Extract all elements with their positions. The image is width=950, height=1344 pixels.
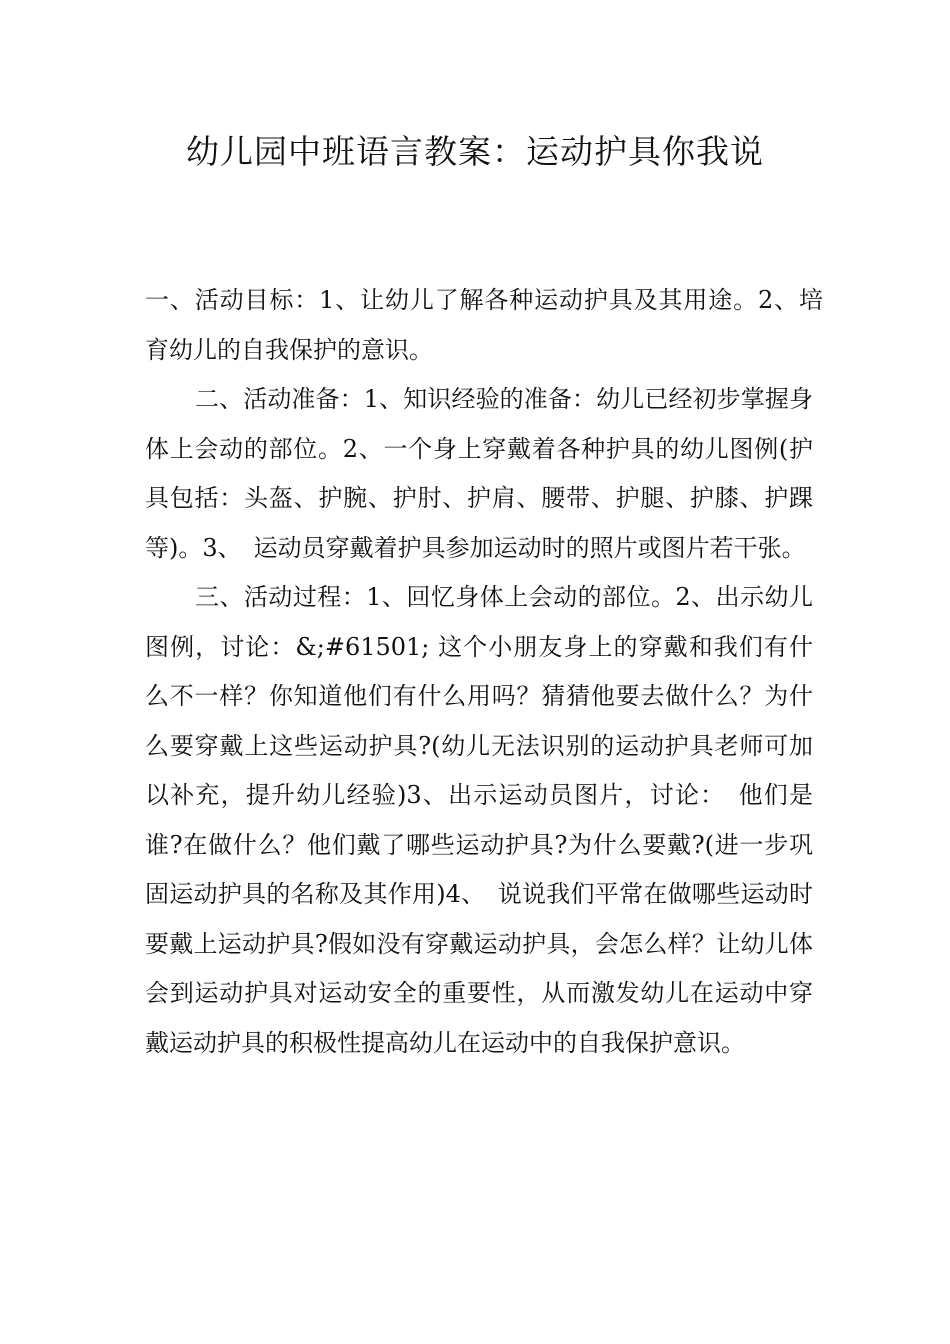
paragraph-activity-goals: 一、活动目标：1、让幼儿了解各种运动护具及其用途。2、培育幼儿的自我保护的意识。 [145,286,823,364]
document-title: 幼儿园中班语言教案：运动护具你我说 [186,132,764,171]
paragraph-activity-preparation: 二、活动准备：1、知识经验的准备：幼儿已经初步掌握身体上会动的部位。2、一个身上穿戴着各种护具的幼儿图例(护具包括：头盔、护腕、护肘、护肩、腰带、护腿、护膝、护踝等)。3、 运动员穿戴着护具参加运动时的照片或图片若干张。 [145,385,813,562]
document-body [145,276,823,1068]
paragraph-activity-process: 三、活动过程：1、回忆身体上会动的部位。2、出示幼儿图例，讨论：&;#61501; 这个小朋友身上的穿戴和我们有什么不一样？你知道他们有什么用吗？猜猜他要去做什么？为什么要穿戴上这些运动护具?(幼儿无法识别的运动护具老师可加以补充，提升幼儿经验)3、出示运动员图片，讨论： 他们是谁?在做什么？他们戴了哪些运动护具?为什么要戴?(进一步巩固运动护具的名称及其作用)4、 说说我们平常在做哪些运动时要戴上运动护具?假如没有穿戴运动护具，会怎么样？让幼儿体会到运动护具对运动安全的重要性，从而激发幼儿在运动中穿戴运动护具的积极性提高幼儿在运动中的自我保护意识。 [145,583,813,1057]
